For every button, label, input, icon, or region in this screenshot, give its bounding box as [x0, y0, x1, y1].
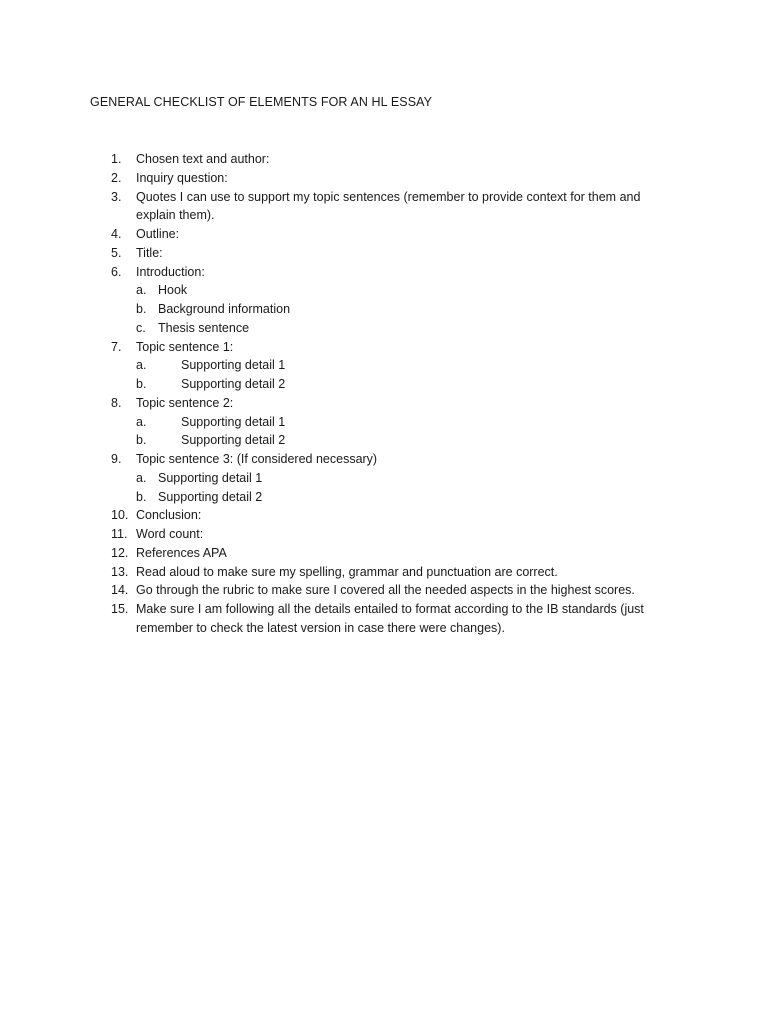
item-text: Title:: [136, 245, 163, 260]
checklist: [0, 150, 768, 638]
item-number: 4.: [111, 227, 122, 241]
sub-item-letter: b.: [136, 302, 147, 316]
sub-item-text: Hook: [158, 283, 188, 298]
sub-item: [0, 488, 768, 507]
checklist-item-12: [0, 544, 768, 563]
item-text: Chosen text and author:: [136, 152, 270, 166]
sub-item-text: Background information: [158, 302, 291, 316]
sub-item-letter: b.: [136, 489, 147, 504]
sub-item: [0, 319, 768, 338]
item-number: 6.: [111, 264, 122, 279]
item-number: 15.: [111, 602, 129, 616]
item-text: Inquiry question:: [136, 170, 228, 185]
item-text: Outline:: [136, 227, 180, 241]
checklist-item-9: [0, 450, 768, 469]
item-text: Go through the rubric to make sure I covered all the needed aspects in the highest scores.: [136, 583, 635, 598]
item-number: 13.: [111, 564, 129, 579]
checklist-item-8: [0, 394, 768, 413]
item-number: 1.: [111, 152, 122, 166]
sub-item-text: Supporting detail 2: [181, 433, 286, 448]
item-number: 3.: [111, 189, 122, 204]
sub-item-text: Thesis sentence: [158, 320, 250, 335]
checklist-item-2: [0, 169, 768, 188]
item-text: Word count:: [136, 527, 204, 541]
sub-item-letter: a.: [136, 283, 147, 298]
item-text: Topic sentence 1:: [136, 339, 234, 354]
item-text: Read aloud to make sure my spelling, grammar and punctuation are correct.: [136, 564, 558, 579]
item-number: 14.: [111, 583, 129, 598]
sub-item-letter: a.: [136, 414, 147, 429]
checklist-item-6: [0, 263, 768, 282]
checklist-item-11: [0, 525, 768, 544]
item-number: 12.: [111, 545, 129, 560]
sub-item-text: Supporting detail 1: [158, 470, 263, 485]
checklist-item-5: [0, 244, 768, 263]
sub-item: [0, 469, 768, 488]
sub-item: [0, 356, 768, 375]
item-text: Quotes I can use to support my topic sentences (remember to provide context for them and explain them).: [136, 189, 641, 223]
document-title: GENERAL CHECKLIST OF ELEMENTS FOR AN HL ESSAY: [90, 95, 433, 109]
checklist-item-1: [0, 150, 768, 169]
item-text: References APA: [136, 545, 227, 560]
sub-item-letter: a.: [136, 470, 147, 485]
checklist-item-3: [0, 188, 768, 226]
item-number: 7.: [111, 339, 122, 354]
item-text: Topic sentence 3: (If considered necessary): [136, 452, 378, 466]
item-text: Topic sentence 2:: [136, 395, 234, 410]
item-number: 9.: [111, 452, 122, 466]
sub-item: [0, 413, 768, 432]
sub-item-letter: b.: [136, 377, 147, 391]
item-text: Make sure I am following all the details entailed to format according to the IB standards (just remember to check the latest version in case there were changes).: [136, 602, 644, 635]
item-number: 8.: [111, 395, 122, 410]
sub-item: [0, 281, 768, 300]
sub-item-letter: c.: [136, 320, 146, 335]
sub-item: [0, 431, 768, 450]
sub-item-text: Supporting detail 1: [181, 358, 286, 373]
sub-item-letter: a.: [136, 358, 147, 373]
item-text: Introduction:: [136, 264, 205, 279]
sub-item-text: Supporting detail 2: [158, 489, 263, 504]
checklist-item-7: [0, 338, 768, 357]
item-number: 10.: [111, 508, 129, 523]
sub-item: [0, 300, 768, 319]
checklist-item-14: [0, 581, 768, 600]
item-number: 2.: [111, 170, 122, 185]
sub-item-text: Supporting detail 2: [181, 377, 286, 391]
sub-item-text: Supporting detail 1: [181, 414, 286, 429]
sub-item: [0, 375, 768, 394]
checklist-item-13: [0, 563, 768, 582]
item-text: Conclusion:: [136, 508, 202, 523]
item-number: 11.: [111, 527, 128, 541]
checklist-item-15: [0, 600, 768, 638]
checklist-item-10: [0, 506, 768, 525]
sub-item-letter: b.: [136, 433, 147, 448]
item-number: 5.: [111, 245, 122, 260]
checklist-item-4: [0, 225, 768, 244]
